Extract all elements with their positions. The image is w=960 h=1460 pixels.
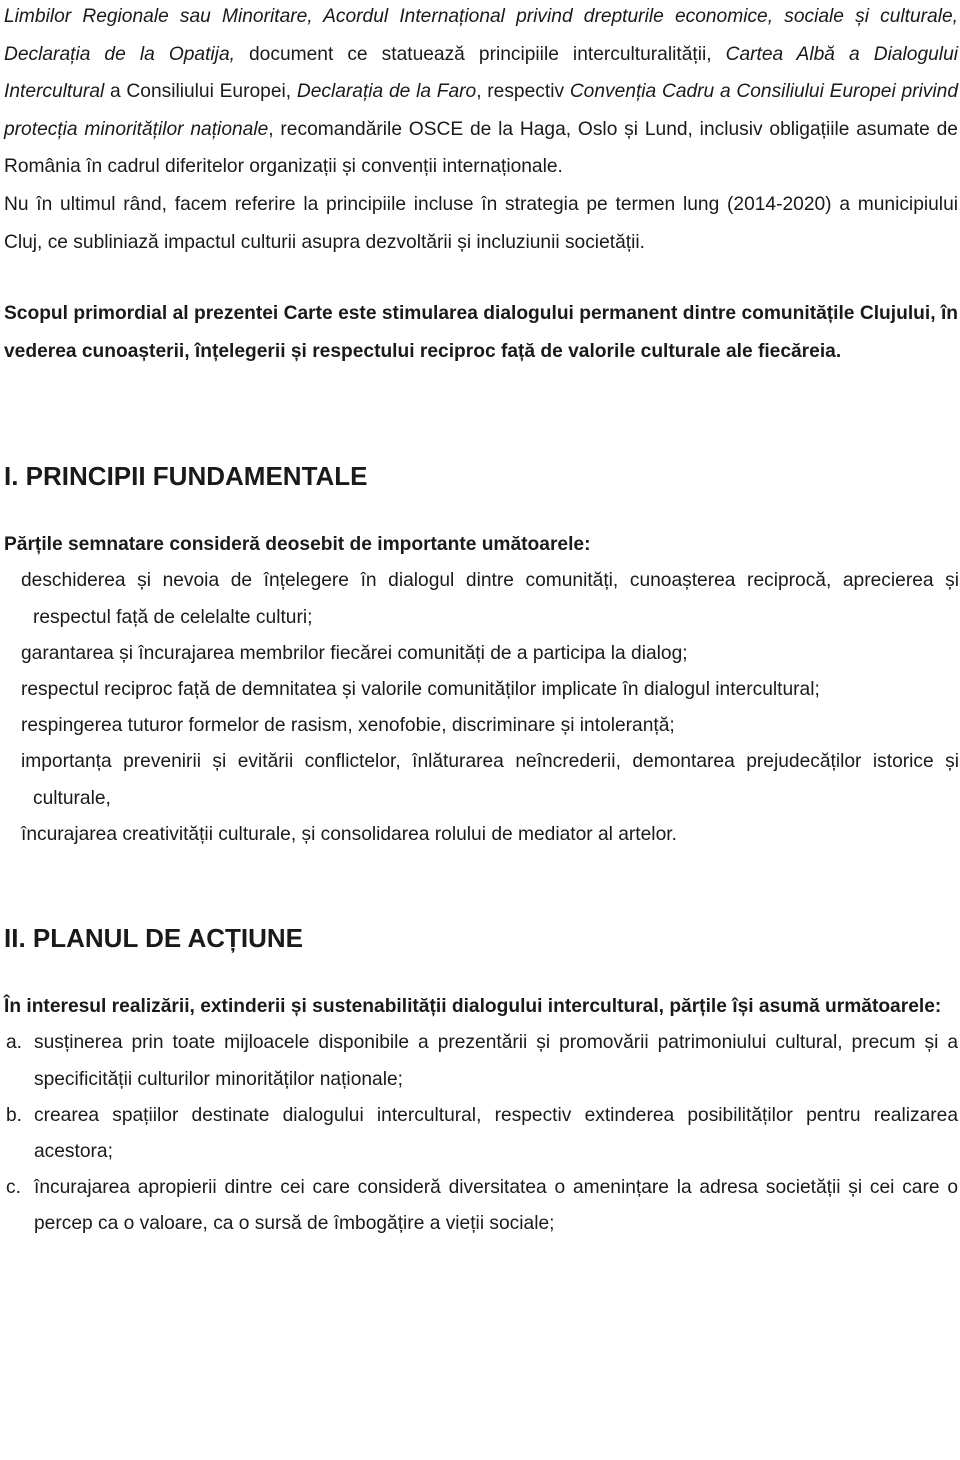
list-item <box>4 1170 958 1242</box>
list-item <box>4 1025 958 1097</box>
intro-text-4: , recomandările OSCE de la Haga, Oslo și Lund, inclusiv obligațiile asumate de România în cadrul diferitelor organizații și convenții internaționale. <box>4 118 958 178</box>
list-item: importanța prevenirii și evitării conflictelor, înlăturarea neîncrederii, demontarea prejudecăților istorice și culturale, <box>21 751 959 809</box>
action-plan-subheading: În interesul realizării, extinderii și sustenabilității dialogului intercultural, părțile își asumă următoarele: <box>4 996 942 1017</box>
section-heading-action-plan: II. PLANUL DE ACȚIUNE <box>4 923 304 953</box>
list-marker: b. <box>6 1104 23 1126</box>
list-item: respectul reciproc față de demnitatea și valorile comunităților implicate în dialogul intercultural; <box>21 678 820 700</box>
purpose-paragraph: Scopul primordial al prezentei Carte este stimularea dialogului permanent dintre comunitățile Clujului, în vederea cunoașterii, înțelegerii și respectului reciproc față de valorile culturale ale fiecăreia. <box>4 303 958 362</box>
list-item: respingerea tuturor formelor de rasism, xenofobie, discriminare și intoleranță; <box>21 715 675 737</box>
intro-paragraph <box>4 0 958 186</box>
list-marker: c. <box>6 1177 21 1199</box>
faro-declaration-text: Declarația de la Faro <box>296 81 477 103</box>
list-item: deschiderea și nevoia de înțelegere în dialogul dintre comunități, cunoașterea reciprocă, aprecierea și respectul față de celelalte culturi; <box>21 570 959 628</box>
strategy-paragraph: Nu în ultimul rând, facem referire la principiile incluse în strategia pe termen lung (2014-2020) a municipiului Cluj, ce subliniază impactul culturii asupra dezvoltării și incluziunii societății. <box>4 193 958 253</box>
intro-text-2: a Consiliului Europei, <box>104 81 297 103</box>
list-item-text: încurajarea apropierii dintre cei care consideră diversitatea o amenințare la adresa societății și cei care o percep ca o valoare, ca o sursă de îmbogățire a vieții sociale; <box>34 1177 958 1235</box>
principles-list <box>21 563 959 853</box>
document-page <box>4 0 958 1243</box>
list-item: încurajarea creativității culturale, și consolidarea rolului de mediator al artelor. <box>21 823 677 845</box>
list-item-text: susținerea prin toate mijloacele disponibile a prezentării și promovării patrimoniului cultural, precum și a specificității culturilor minorităților naționale; <box>34 1032 958 1090</box>
list-item-text: crearea spațiilor destinate dialogului intercultural, respectiv extinderea posibilităților pentru realizarea acestora; <box>34 1104 958 1163</box>
list-marker: a. <box>6 1032 23 1054</box>
action-plan-list <box>4 1025 958 1242</box>
list-item: garantarea și încurajarea membrilor fiecărei comunități de a participa la dialog; <box>21 642 688 664</box>
intro-text: document ce statuează principiile interculturalității, <box>234 43 726 65</box>
list-item <box>4 1098 958 1170</box>
intro-italic-text: Limbilor Regionale sau Minoritare, Acordul Internațional privind drepturile economice, sociale și culturale, Declarația de la Opatija, <box>4 6 958 65</box>
cartea-alba-text: Cartea Albă a Dialogului Intercultural <box>4 43 958 103</box>
section-heading-principles: I. PRINCIPII FUNDAMENTALE <box>4 460 368 491</box>
principles-subheading: Părțile semnatare consideră deosebit de importante umătoarele: <box>4 533 591 555</box>
framework-convention-text: Convenția Cadru a Consiliului Europei privind protecția minorităților naționale <box>4 81 958 140</box>
intro-text-3: , respectiv <box>476 81 570 103</box>
